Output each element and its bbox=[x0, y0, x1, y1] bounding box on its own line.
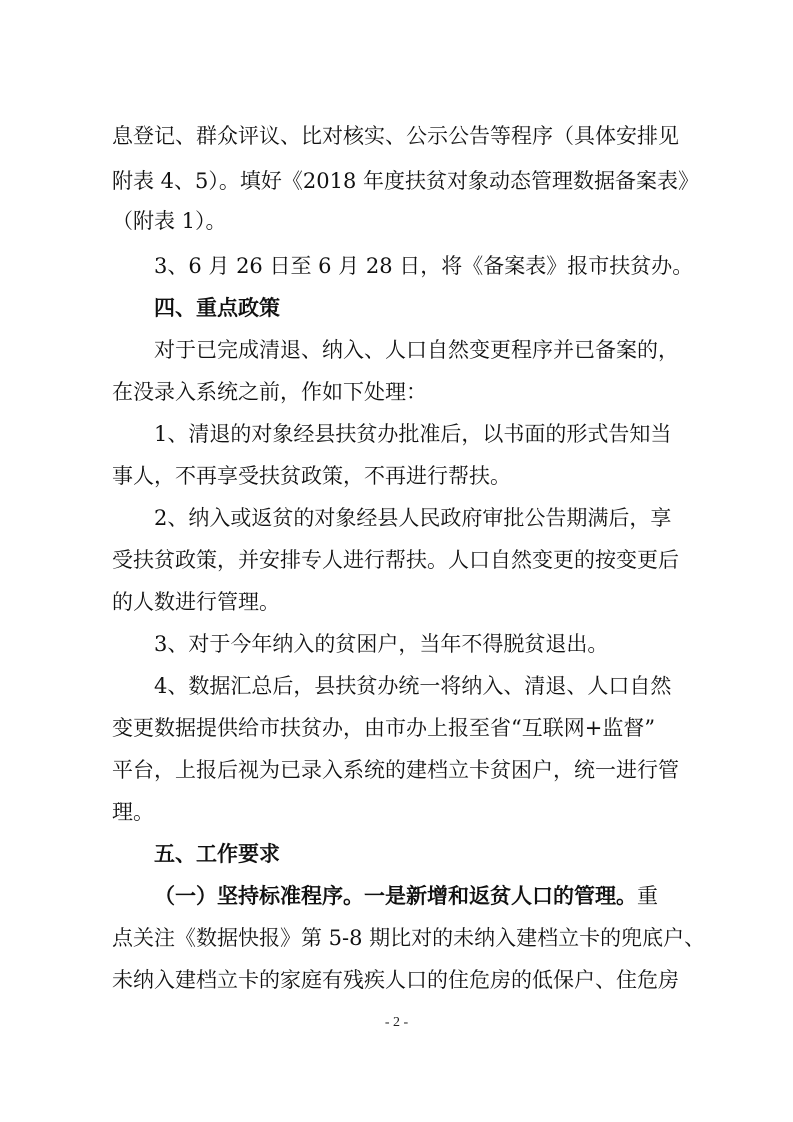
text-line: 对于已完成清退、纳入、人口自然变更程序并已备案的， bbox=[154, 338, 679, 362]
text-line: 3、6 月 26 日至 6 月 28 日，将《备案表》报市扶贫办。 bbox=[154, 254, 694, 278]
text-line: 理。 bbox=[112, 800, 154, 824]
text-line: 未纳入建档立卡的家庭有残疾人口的住危房的低保户、住危房 bbox=[112, 968, 679, 992]
bold-subheading: （一）坚持标准程序。一是新增和返贫人口的管理。 bbox=[154, 883, 637, 908]
text-line: 息登记、群众评议、比对核实、公示公告等程序（具体安排见 bbox=[112, 124, 679, 148]
text-line: 事人，不再享受扶贫政策，不再进行帮扶。 bbox=[112, 464, 511, 488]
text-line: 2、纳入或返贫的对象经县人民政府审批公告期满后，享 bbox=[154, 506, 672, 530]
text-line: 平台，上报后视为已录入系统的建档立卡贫困户，统一进行管 bbox=[112, 758, 679, 782]
text-line: 3、对于今年纳入的贫困户，当年不得脱贫退出。 bbox=[154, 632, 609, 656]
text-line: 点关注《数据快报》第 5-8 期比对的未纳入建档立卡的兜底户、 bbox=[112, 926, 706, 950]
text-line: 附表 4、5）。填好《2018 年度扶贫对象动态管理数据备案表》 bbox=[112, 169, 700, 193]
text-line: 受扶贫政策，并安排专人进行帮扶。人口自然变更的按变更后 bbox=[112, 548, 679, 572]
text-line: 变更数据提供给市扶贫办，由市办上报至省“互联网+监督” bbox=[112, 716, 656, 740]
text-line: 的人数进行管理。 bbox=[112, 590, 280, 614]
text-line: 在没录入系统之前，作如下处理： bbox=[112, 380, 427, 404]
page-number: - 2 - bbox=[384, 1015, 409, 1030]
section-heading: 五、工作要求 bbox=[154, 842, 280, 866]
section-heading: 四、重点政策 bbox=[154, 296, 280, 320]
text-line: （附表 1）。 bbox=[112, 209, 227, 233]
text-line bbox=[154, 881, 684, 911]
text-fragment: 重 bbox=[637, 884, 658, 908]
text-line: 1、清退的对象经县扶贫办批准后，以书面的形式告知当 bbox=[154, 422, 672, 446]
text-line: 4、数据汇总后，县扶贫办统一将纳入、清退、人口自然 bbox=[154, 674, 672, 698]
